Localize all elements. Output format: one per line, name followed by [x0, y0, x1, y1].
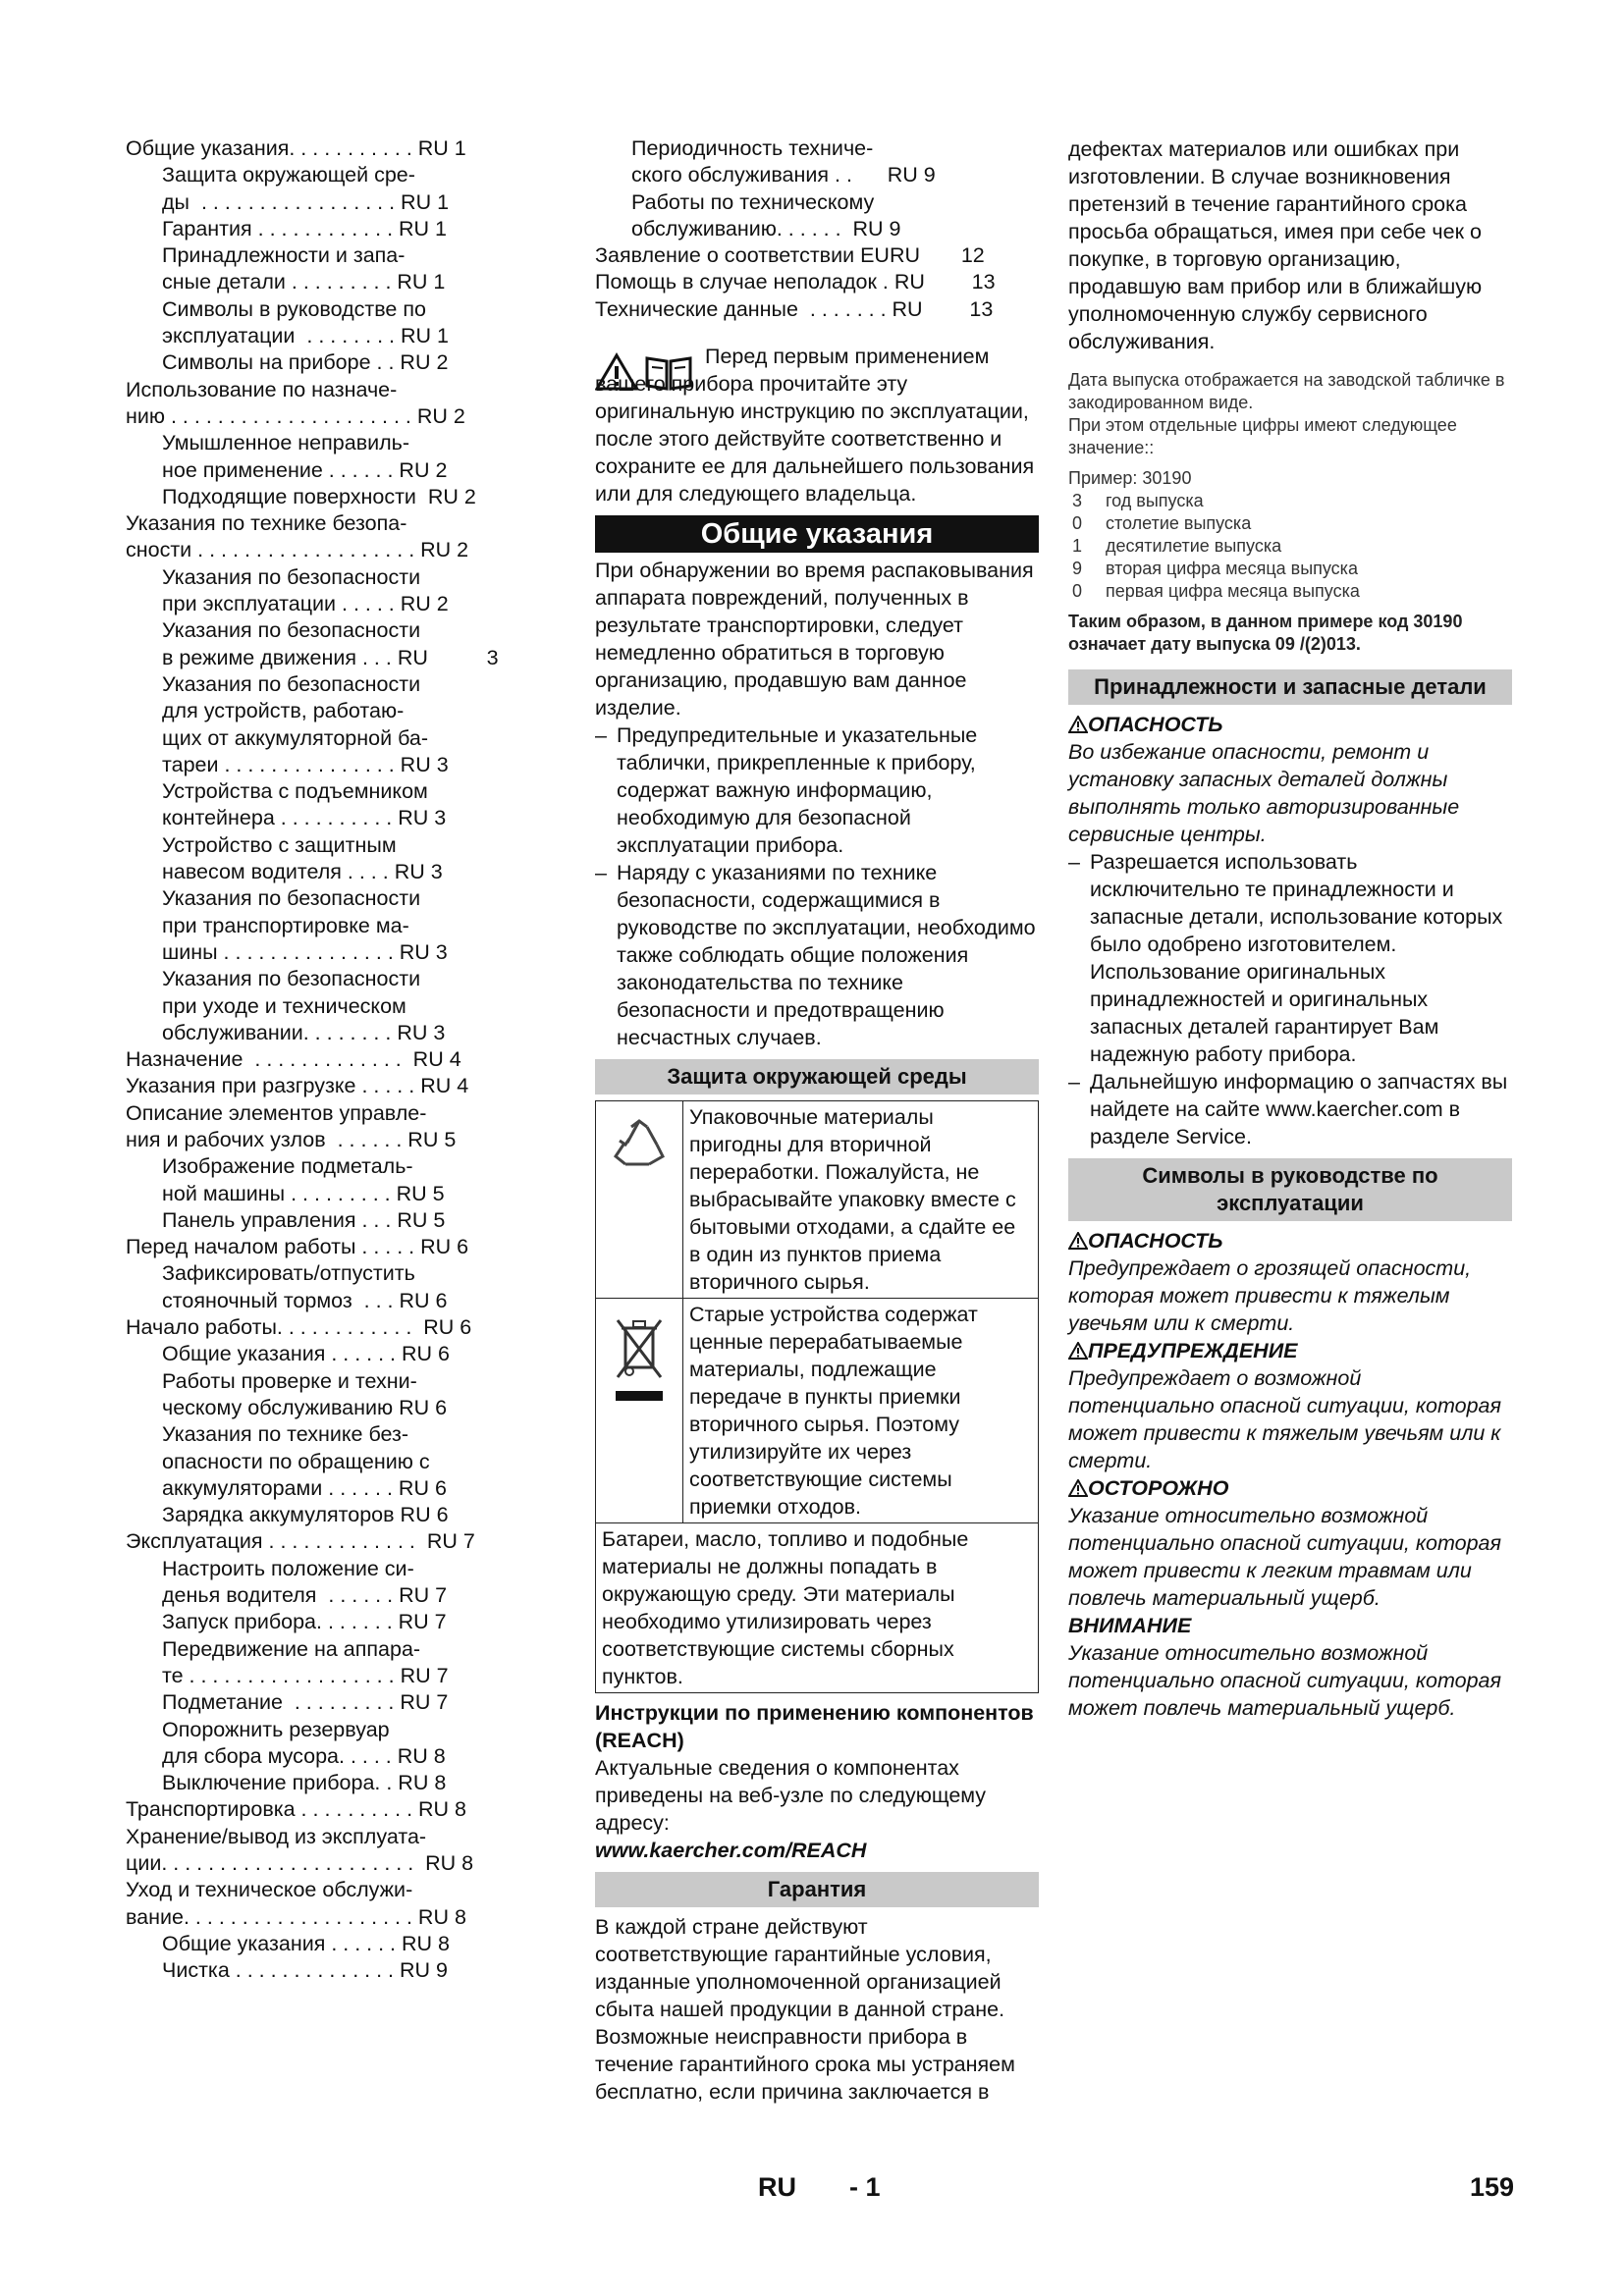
- table-of-contents-continued: [595, 135, 1039, 323]
- accessories-heading: Принадлежности и запасные детали: [1068, 669, 1512, 705]
- toc-entry[interactable]: ное применение . . . . . . RU 2: [162, 457, 448, 482]
- toc-entry[interactable]: контейнера . . . . . . . . . . RU 3: [162, 806, 447, 830]
- environment-table: [595, 1100, 1039, 1693]
- toc-entry[interactable]: Работы проверке и техни-: [162, 1368, 417, 1393]
- general-bullet: – Предупредительные и указательные таблички, прикрепленные к прибору, содержат важную информацию, необходимую для безопасной эксплуатации прибора.: [595, 723, 978, 858]
- footer-page-label: - 1: [849, 2172, 881, 2202]
- toc-entry[interactable]: Хранение/вывод из эксплуата-: [126, 1824, 427, 1848]
- toc-entry[interactable]: Уход и техническое обслужи-: [126, 1878, 413, 1902]
- toc-entry[interactable]: Защита окружающей сре-: [162, 163, 415, 187]
- accessories-bullet: – Разрешается использовать исключительно те принадлежности и запасные детали, использование которых было одобрено изготовителем. Использование оригинальных принадлежностей и оригинальных запасных деталей гарантирует Вам надежную работу прибора.: [1068, 850, 1503, 1066]
- toc-entry[interactable]: ды . . . . . . . . . . . . . . . . . RU 1: [162, 189, 450, 214]
- toc-entry[interactable]: те . . . . . . . . . . . . . . . . . . RU 7: [162, 1663, 449, 1687]
- date-code-example: Пример: 30190: [1068, 468, 1192, 488]
- accessories-danger-text: Во избежание опасности, ремонт и установку запасных деталей должны выполнять только авторизированные сервисные центры.: [1068, 740, 1460, 846]
- toc-entry[interactable]: навесом водителя . . . . RU 3: [162, 860, 443, 884]
- toc-entry[interactable]: нию . . . . . . . . . . . . . . . . . . . . . RU 2: [126, 403, 465, 428]
- toc-entry[interactable]: Опорожнить резервуар: [162, 1717, 390, 1741]
- toc-entry[interactable]: ции. . . . . . . . . . . . . . . . . . . . . . RU 8: [126, 1851, 474, 1875]
- toc-entry[interactable]: Символы на приборе . . RU 2: [162, 350, 449, 375]
- toc-entry[interactable]: Начало работы. . . . . . . . . . . . RU 6: [126, 1315, 472, 1340]
- toc-entry[interactable]: шины . . . . . . . . . . . . . . . RU 3: [162, 939, 448, 964]
- toc-entry[interactable]: Умышленное неправиль-: [162, 431, 410, 455]
- accessories-bullet: – Дальнейшую информацию о запчастях вы найдете на сайте www.kaercher.com в разделе Service.: [1068, 1070, 1508, 1148]
- middle-column: [595, 135, 1039, 2106]
- toc-entry[interactable]: ния и рабочих узлов . . . . . . RU 5: [126, 1127, 457, 1151]
- toc-entry[interactable]: Чистка . . . . . . . . . . . . . . RU 9: [162, 1958, 448, 1983]
- toc-entry[interactable]: Указания по безопасности: [162, 671, 421, 696]
- toc-entry[interactable]: Указания по технике без-: [162, 1422, 409, 1447]
- toc-entry[interactable]: Работы по техническому: [631, 189, 875, 214]
- general-heading: Общие указания: [595, 515, 1039, 553]
- date-code-row: 9 вторая цифра месяца выпуска: [1072, 559, 1358, 578]
- warning-triangle-icon: [1068, 1232, 1088, 1250]
- toc-entry[interactable]: при уходе и техническом: [162, 993, 406, 1018]
- date-code-row: 1 десятилетие выпуска: [1072, 536, 1282, 556]
- toc-entry[interactable]: для устройств, работаю-: [162, 699, 405, 723]
- symbol-description: Предупреждает о грозящей опасности, которая может привести к тяжелым увечьям или к смерти.: [1068, 1256, 1472, 1335]
- date-code-row: 0 столетие выпуска: [1072, 513, 1252, 533]
- symbol-label: ВНИМАНИЕ: [1068, 1614, 1192, 1637]
- toc-entry[interactable]: Зарядка аккумуляторов RU 6: [162, 1503, 449, 1527]
- environment-recycling-text: Упаковочные материалы пригодны для вторичной переработки. Пожалуйста, не выбрасывайте упаковку вместе с бытовыми отходами, а сдайте ее в один из пунктов приема вторичного сырья.: [689, 1105, 1016, 1295]
- environment-batteries-text: Батареи, масло, топливо и подобные материалы не должны попадать в окружающую среду. Эти материалы необходимо утилизировать через соответствующие системы сборных пунктов.: [602, 1527, 969, 1689]
- date-code-row: 0 первая цифра месяца выпуска: [1072, 581, 1360, 601]
- reach-heading: Инструкции по применению компонентов (REACH): [595, 1701, 1034, 1753]
- toc-entry[interactable]: сности . . . . . . . . . . . . . . . . . . . RU 2: [126, 538, 469, 562]
- environment-row-weee: [596, 1299, 1038, 1523]
- warning-triangle-icon: [1068, 1479, 1088, 1497]
- toc-entry[interactable]: Подметание . . . . . . . . . RU 7: [162, 1690, 449, 1715]
- toc-entry[interactable]: Общие указания . . . . . . RU 8: [162, 1931, 450, 1955]
- symbol-description: Указание относительно возможной потенциально опасной ситуации, которая может повлечь материальный ущерб.: [1068, 1641, 1502, 1720]
- toc-entry[interactable]: Назначение . . . . . . . . . . . . . RU 4: [126, 1047, 461, 1072]
- toc-entry[interactable]: Технические данные . . . . . . . RU 13: [595, 296, 994, 321]
- toc-entry[interactable]: при транспортировке ма-: [162, 913, 409, 937]
- toc-entry[interactable]: Изображение подметаль-: [162, 1154, 413, 1179]
- toc-entry[interactable]: Описание элементов управле-: [126, 1100, 427, 1125]
- toc-entry[interactable]: стояночный тормоз . . . RU 6: [162, 1288, 448, 1312]
- toc-entry[interactable]: аккумуляторами . . . . . . RU 6: [162, 1475, 447, 1500]
- toc-entry[interactable]: ческому обслуживанию RU 6: [162, 1395, 448, 1419]
- toc-entry[interactable]: Подходящие поверхности RU 2: [162, 484, 476, 508]
- recycling-icon: [612, 1119, 667, 1170]
- toc-entry[interactable]: Гарантия . . . . . . . . . . . . RU 1: [162, 216, 447, 240]
- toc-entry[interactable]: Периодичность техниче-: [631, 136, 874, 160]
- reach-link[interactable]: www.kaercher.com/REACH: [595, 1839, 867, 1863]
- table-of-contents: [126, 135, 528, 1984]
- toc-entry[interactable]: Указания по безопасности: [162, 564, 421, 589]
- toc-entry[interactable]: Эксплуатация . . . . . . . . . . . . . RU 7: [126, 1529, 475, 1554]
- symbol-label: ПРЕДУПРЕЖДЕНИЕ: [1068, 1337, 1512, 1364]
- symbol-description: Указание относительно возможной потенциально опасной ситуации, которая может привести к легким травмам или повлечь материальный ущерб.: [1068, 1504, 1502, 1610]
- toc-entry[interactable]: Указания при разгрузке . . . . . RU 4: [126, 1074, 469, 1098]
- toc-entry[interactable]: Указания по безопасности: [162, 618, 421, 643]
- date-code-row: 3 год выпуска: [1072, 491, 1204, 510]
- warranty-text-continued: дефектах материалов или ошибках при изготовлении. В случае возникновения претензий в течение гарантийного срока просьба обращаться, имея при себе чек о покупке, в торговую организацию, продавшую вам прибор или в ближайшую уполномоченную службу сервисного обслуживания.: [1068, 137, 1483, 353]
- toc-entry[interactable]: обслуживании. . . . . . . . RU 3: [162, 1020, 446, 1044]
- right-column: [1068, 135, 1512, 1722]
- environment-row-recycling: [596, 1101, 1038, 1299]
- toc-entry[interactable]: эксплуатации . . . . . . . . RU 1: [162, 324, 449, 348]
- toc-entry[interactable]: опасности по обращению с: [162, 1449, 430, 1473]
- accessories-danger-label: ОПАСНОСТЬ: [1068, 711, 1512, 738]
- toc-entry[interactable]: Указания по технике безопа-: [126, 511, 407, 536]
- read-manual-text: Перед первым применением вашего прибора прочитайте эту оригинальную инструкцию по эксплуатации, после этого действуйте соответственно и сохраните ее для дальнейшего пользования или для следующего владельца.: [595, 345, 1035, 507]
- reach-text: Актуальные сведения о компонентах приведены на веб-узле по следующему адресу:: [595, 1756, 987, 1836]
- symbol-label: ОПАСНОСТЬ: [1068, 1227, 1512, 1255]
- date-code-result: Таким образом, в данном примере код 30190 означает дату выпуска 09 /(2)013.: [1068, 612, 1463, 654]
- toc-entry[interactable]: тареи . . . . . . . . . . . . . . . RU 3: [162, 752, 449, 776]
- symbols-heading: Символы в руководстве по эксплуатации: [1068, 1158, 1512, 1221]
- toc-entry[interactable]: Заявление о соответствии EURU 12: [595, 243, 985, 268]
- crossed-bin-icon: [612, 1316, 667, 1405]
- toc-entry[interactable]: Панель управления . . . RU 5: [162, 1207, 446, 1232]
- toc-entry[interactable]: Принадлежности и запа-: [162, 243, 406, 268]
- toc-entry[interactable]: вание. . . . . . . . . . . . . . . . . . . . RU 8: [126, 1904, 466, 1929]
- date-code-block: [1068, 369, 1512, 656]
- toc-entry[interactable]: Указания по безопасности: [162, 967, 421, 991]
- toc-entry[interactable]: Общие указания . . . . . . RU 6: [162, 1342, 450, 1366]
- environment-weee-text: Старые устройства содержат ценные перерабатываемые материалы, подлежащие передаче в пункты приемки вторичного сырья. Поэтому утилизируйте их через соответствующие системы приемки отходов.: [689, 1303, 978, 1520]
- toc-entry[interactable]: Указания по безопасности: [162, 886, 421, 911]
- general-intro: При обнаружении во время распаковывания аппарата повреждений, полученных в результате транспортировки, следует немедленно обратиться в торговую организацию, продавшую вам данное изделие.: [595, 559, 1034, 721]
- warranty-text: В каждой стране действуют соответствующие гарантийные условия, изданные уполномоченной организацией сбыта нашей продукции в данной стране. Возможные неисправности прибора в течение гарантийного срока мы устраняем бесплатно, если причина заключается в: [595, 1915, 1015, 2105]
- toc-entry[interactable]: Помощь в случае неполадок . RU 13: [595, 270, 996, 294]
- toc-entry[interactable]: Передвижение на аппара-: [162, 1636, 421, 1661]
- toc-entry[interactable]: для сбора мусора. . . . . RU 8: [162, 1743, 446, 1768]
- general-bullet: – Наряду с указаниями по технике безопасности, содержащимися в руководстве по эксплуатации, необходимо также соблюдать общие положения законодательства по технике безопасности и предотвращению несчастных случаев.: [595, 861, 1036, 1050]
- toc-entry[interactable]: ского обслуживания . . RU 9: [631, 163, 936, 187]
- warning-triangle-icon: [1068, 716, 1088, 733]
- symbol-label: ОСТОРОЖНО: [1068, 1474, 1512, 1502]
- toc-entry[interactable]: Использование по назначе-: [126, 377, 398, 401]
- toc-entry[interactable]: Общие указания. . . . . . . . . . . RU 1: [126, 136, 466, 160]
- toc-entry[interactable]: Устройство с защитным: [162, 832, 397, 857]
- toc-entry[interactable]: Перед началом работы . . . . . RU 6: [126, 1235, 469, 1259]
- toc-column: [126, 135, 528, 1984]
- toc-entry[interactable]: Запуск прибора. . . . . . . RU 7: [162, 1610, 447, 1634]
- warning-triangle-icon: [1068, 1342, 1088, 1360]
- toc-entry[interactable]: Настроить положение си-: [162, 1556, 414, 1580]
- warranty-heading: Гарантия: [595, 1872, 1039, 1907]
- footer-language: RU: [758, 2172, 796, 2202]
- date-code-intro-2: При этом отдельные цифры имеют следующее значение::: [1068, 415, 1457, 457]
- toc-entry[interactable]: Зафиксировать/отпустить: [162, 1261, 415, 1286]
- symbols-list: [1068, 1227, 1512, 1722]
- symbol-description: Предупреждает о возможной потенциально опасной ситуации, которая может привести к тяжелым увечьям или к смерти.: [1068, 1366, 1502, 1472]
- toc-entry[interactable]: сные детали . . . . . . . . . RU 1: [162, 270, 446, 294]
- toc-entry[interactable]: денья водителя . . . . . . RU 7: [162, 1583, 448, 1608]
- toc-entry[interactable]: Символы в руководстве по: [162, 296, 426, 321]
- toc-entry[interactable]: Транспортировка . . . . . . . . . . RU 8: [126, 1797, 467, 1822]
- toc-entry[interactable]: Выключение прибора. . RU 8: [162, 1771, 447, 1795]
- toc-entry[interactable]: в режиме движения . . . RU 3: [162, 645, 499, 669]
- toc-entry[interactable]: ной машины . . . . . . . . . RU 5: [162, 1181, 445, 1205]
- environment-heading: Защита окружающей среды: [595, 1059, 1039, 1095]
- toc-entry[interactable]: Устройства с подъемником: [162, 779, 428, 804]
- toc-entry[interactable]: щих от аккумуляторной ба-: [162, 725, 429, 750]
- toc-entry[interactable]: обслуживанию. . . . . . RU 9: [631, 216, 901, 240]
- toc-entry[interactable]: при эксплуатации . . . . . RU 2: [162, 592, 449, 616]
- footer-page-number: 159: [1470, 2172, 1515, 2202]
- date-code-intro: Дата выпуска отображается на заводской табличке в закодированном виде.: [1068, 370, 1505, 412]
- date-code-rows: [1068, 490, 1512, 603]
